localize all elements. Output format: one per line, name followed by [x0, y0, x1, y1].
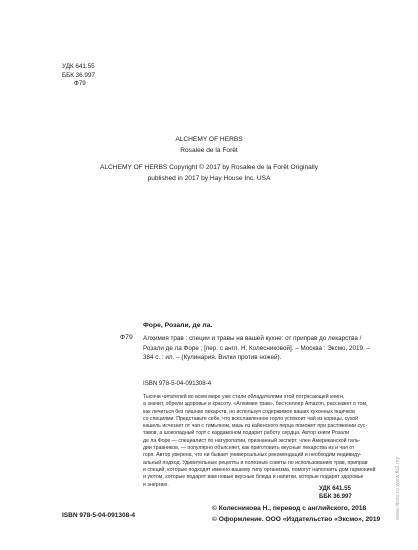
- abstract-line: кашель исчезнет от чая с тимьяном, мазь из кайенского перца поможет при растяжении сус-: [143, 423, 367, 430]
- catalog-isbn: ISBN 978-5-04-091308-4: [143, 380, 212, 387]
- original-title: ALCHEMY OF HERBS: [175, 136, 243, 143]
- abstract-line: и специй, которые подходят именно вашему типу организма, помогут наполнить дом гармонией: [143, 466, 376, 473]
- udk-code: УДК 641.55: [62, 63, 95, 70]
- original-author: Rosalee de la Forêt: [180, 147, 238, 154]
- book-abstract: [143, 394, 376, 489]
- abstract-line: горя. Автор уверена, что ни бывает универсальных рекомендаций и необходим индивиду-: [143, 452, 362, 459]
- original-copyright-line: ALCHEMY OF HERBS Copyright © 2017 by Rosalee de la Forêt Originally: [99, 164, 319, 171]
- author-sign: Ф79: [74, 80, 86, 88]
- classification-codes: [62, 63, 95, 89]
- watermark: www.litres.ru www.fb2.my: [395, 456, 401, 520]
- catalog-line: Розали де ла Форе ; [пер. с англ. Н. Колесниковой]. – Москва : Эксмо, 2019. –: [143, 344, 371, 352]
- catalog-description: [143, 334, 375, 363]
- bbk-code: ББК 36.997: [62, 71, 95, 79]
- abstract-line: тавов, а шоколадный торт с кардамоном подарит работу сердца. Автор книги Розали: [143, 430, 349, 437]
- design-copyright: © Оформление. ООО «Издательство «Эксмо», 2019: [212, 515, 381, 523]
- abstract-line: де ла Форе — специалист по натуропатии, признанный эксперт, член Американской гиль-: [143, 437, 361, 444]
- abstract-line: альный подход. Удивительные рецепты и полезные советы по использованию трав, приправ: [143, 459, 368, 466]
- copyright-notices: [212, 504, 380, 525]
- abstract-line: со специями. Представьте себе, что всеславленное горло успокоит чай из корицы, сухой: [143, 415, 359, 422]
- catalog-line: 384 с. : ил. – (Кулинария. Вилки против ножей).: [143, 354, 282, 362]
- bbk-code-bottom: ББК 36.997: [319, 493, 352, 501]
- abstract-line: а значит, обрели здоровье и красоту. «Алхимия трав», бестселлер Amazon, расскажет о том,: [143, 401, 368, 408]
- original-publisher-line: published in 2017 by Hay House Inc. USA: [147, 175, 271, 182]
- catalog-author-sign: Ф79: [120, 334, 133, 341]
- translation-copyright: © Колесникова Н., перевод с английского, 2018: [212, 505, 367, 512]
- abstract-line: и энергию.: [143, 481, 169, 488]
- catalog-heading: Форе, Розали, де ла.: [143, 322, 213, 329]
- abstract-line: дии травников, — популярно объясняет, как приготовить вкусные лекарства из и чая от: [143, 445, 355, 452]
- abstract-line: как лечиться без лишних лекарств, но используя содержимое ваших кухонных ящичков: [143, 408, 355, 415]
- abstract-line: Тысячи читателей во всем мире уже стали обладателями этой потрясающей книги,: [143, 394, 345, 400]
- classification-codes-bottom: [319, 485, 352, 502]
- udk-code-bottom: УДК 641.55: [319, 485, 351, 492]
- isbn-bottom: ISBN 978-5-04-091308-4: [62, 512, 135, 519]
- catalog-line: Алхимия трав : специи и травы на вашей кухне: от приправ до лекарства /: [143, 335, 362, 342]
- abstract-line: и уютом, которые подарят вам новые вкусные блюда и напитки, которые подарят здоровье: [143, 474, 364, 481]
